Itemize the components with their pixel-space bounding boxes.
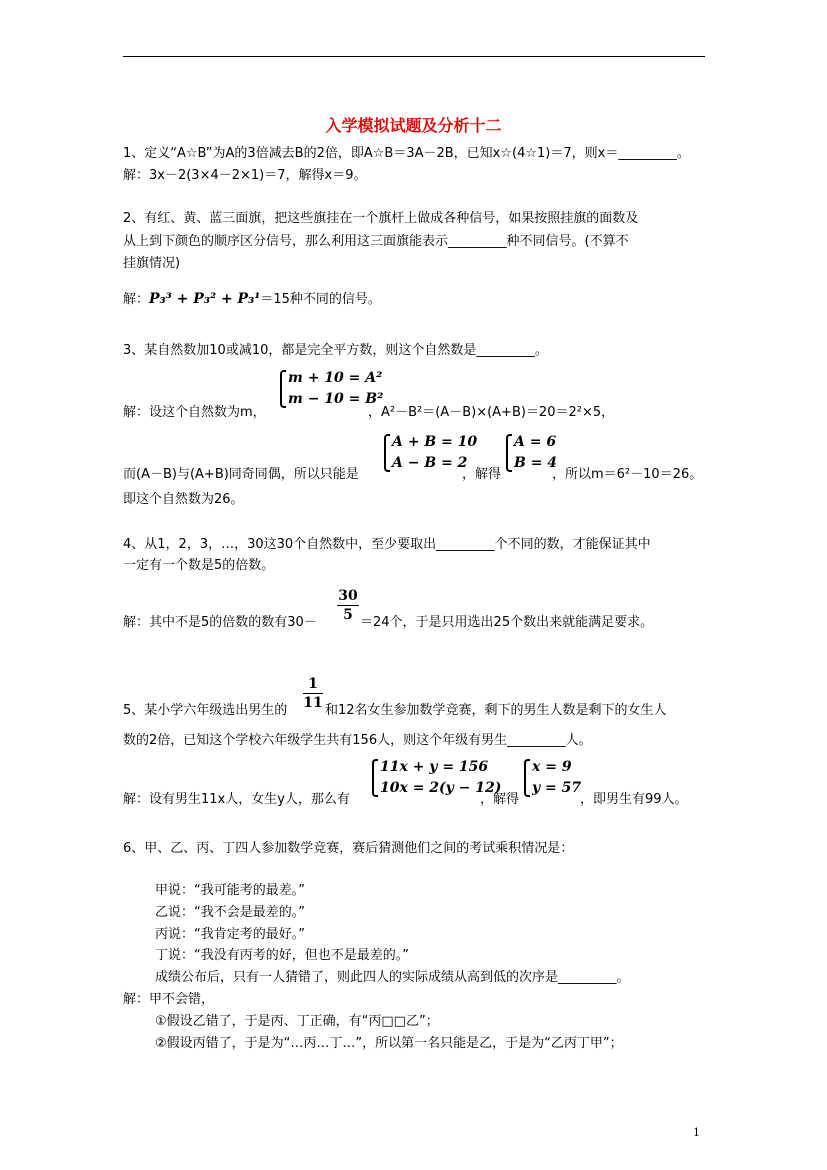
q5-answer-suffix: ，即男生有99人。 — [580, 792, 688, 807]
page-number: 1 — [693, 1126, 700, 1139]
q2-line1: 2、有红、黄、蓝三面旗，把这些旗挂在一个旗杆上做成各种信号，如果按照挂旗的面数及 — [123, 211, 639, 226]
q5-line2: 数的2倍，已知这个学校六年级学生共有156人，则这个年级有男生_________人。 — [123, 733, 592, 748]
q3-system1-brace — [280, 370, 286, 408]
q5-fraction-denominator: 11 — [303, 695, 323, 711]
q3-answer2-suffix: ，所以m＝6²－10＝26。 — [552, 467, 703, 482]
q1-question: 1、定义“A☆B”为A的3倍减去B的2倍，即A☆B＝3A－2B，已知x☆(4☆1)＝7，则x＝_________。 — [123, 146, 690, 161]
q6-statement-ding: 丁说：“我没有丙考的好，但也不是最差的。” — [155, 948, 409, 963]
q2-answer-prefix: 解： — [123, 292, 150, 307]
q6-case-2: ②假设丙错了，于是为“…丙…丁…”，所以第一名只能是乙，于是为“乙丙丁甲”； — [155, 1036, 623, 1051]
q3-system2-brace — [384, 434, 390, 472]
q4-line1: 4、从1，2，3，…，30这30个自然数中，至少要取出_________个不同的数，才能保证其中 — [123, 537, 651, 552]
q4-answer-suffix: ＝24个，于是只用选出25个数出来就能满足要求。 — [360, 615, 654, 630]
q3-answer1-prefix: 解：设这个自然数为m， — [123, 405, 266, 420]
q4-fraction-numerator: 30 — [338, 588, 358, 604]
q6-statement-jia: 甲说：“我可能考的最差。” — [155, 883, 305, 898]
q6-question: 6、甲、乙、丙、丁四人参加数学竞赛，赛后猜测他们之间的考试乘积情况是： — [123, 841, 574, 856]
q3-system1-eq2: m − 10 = B² — [288, 391, 384, 407]
q5-fraction-numerator: 1 — [308, 676, 318, 692]
q4-fraction — [337, 588, 359, 623]
q5-system1-eq2: 10x = 2(y − 12) — [380, 780, 502, 796]
q3-system2-eq2: A − B = 2 — [392, 455, 468, 471]
q3-question: 3、某自然数加10或减10，都是完全平方数，则这个自然数是_________。 — [123, 343, 548, 358]
q5-answer-mid: ，解得 — [480, 792, 520, 807]
q3-system3-eq2: B = 4 — [514, 455, 558, 471]
q2-answer-suffix: ＝15种不同的信号。 — [260, 292, 381, 307]
q3-system3-brace — [506, 434, 512, 472]
q6-statement-result: 成绩公布后，只有一人猜错了，则此四人的实际成绩从高到低的次序是_________。 — [155, 970, 630, 985]
q2-line2: 从上到下颜色的顺序区分信号，那么利用这三面旗能表示_________种不同信号。(不算不 — [123, 234, 629, 249]
q3-system2-eq1: A + B = 10 — [392, 434, 478, 450]
q3-answer2-mid: ，解得 — [462, 467, 502, 482]
q3-system1-eq1: m + 10 = A² — [288, 370, 383, 386]
q4-fraction-denominator: 5 — [343, 607, 353, 623]
q3-answer1-suffix: ，A²－B²＝(A－B)×(A+B)＝20＝2²×5， — [368, 405, 615, 420]
q6-statement-bing: 丙说：“我肯定考的最好。” — [155, 927, 305, 942]
q4-answer-prefix: 解：其中不是5的倍数的数有30－ — [123, 615, 317, 630]
q5-fraction — [303, 676, 323, 711]
q2-answer-formula: P₃³ + P₃² + P₃¹ — [149, 291, 261, 307]
q2-line3: 挂旗情况) — [123, 256, 181, 271]
q4-fraction-bar — [337, 605, 359, 606]
q5-system2-brace — [524, 759, 530, 797]
q3-system3-eq1: A = 6 — [514, 434, 557, 450]
page-title: 入学模拟试题及分析十二 — [325, 116, 502, 135]
q6-statement-yi: 乙说：“我不会是最差的。” — [155, 905, 305, 920]
header-rule — [123, 56, 705, 57]
q5-system1-eq1: 11x + y = 156 — [380, 759, 489, 775]
q3-answer2-prefix: 而(A－B)与(A+B)同奇同偶，所以只能是 — [123, 467, 359, 482]
q5-system2 — [524, 757, 581, 799]
q4-line2: 一定有一个数是5的倍数。 — [123, 558, 275, 573]
q5-line1-suffix: 和12名女生参加数学竞赛，剩下的男生人数是剩下的女生人 — [325, 703, 667, 718]
q5-system2-eq2: y = 57 — [532, 780, 582, 796]
q1-answer: 解：3x－2(3×4－2×1)＝7，解得x＝9。 — [123, 168, 367, 183]
q5-line1-prefix: 5、某小学六年级选出男生的 — [123, 703, 288, 718]
q3-answer3: 即这个自然数为26。 — [123, 492, 244, 507]
q6-case-1: ①假设乙错了，于是丙、丁正确，有“丙□□乙”； — [155, 1014, 439, 1029]
q5-system1-brace — [372, 759, 378, 797]
q2-answer — [123, 290, 381, 309]
q6-answer: 解：甲不会错， — [123, 992, 215, 1007]
q5-system2-eq1: x = 9 — [532, 759, 572, 775]
q5-answer-prefix: 解：设有男生11x人，女生y人，那么有 — [123, 792, 350, 807]
q5-fraction-bar — [303, 693, 323, 694]
q3-system3 — [506, 432, 557, 474]
